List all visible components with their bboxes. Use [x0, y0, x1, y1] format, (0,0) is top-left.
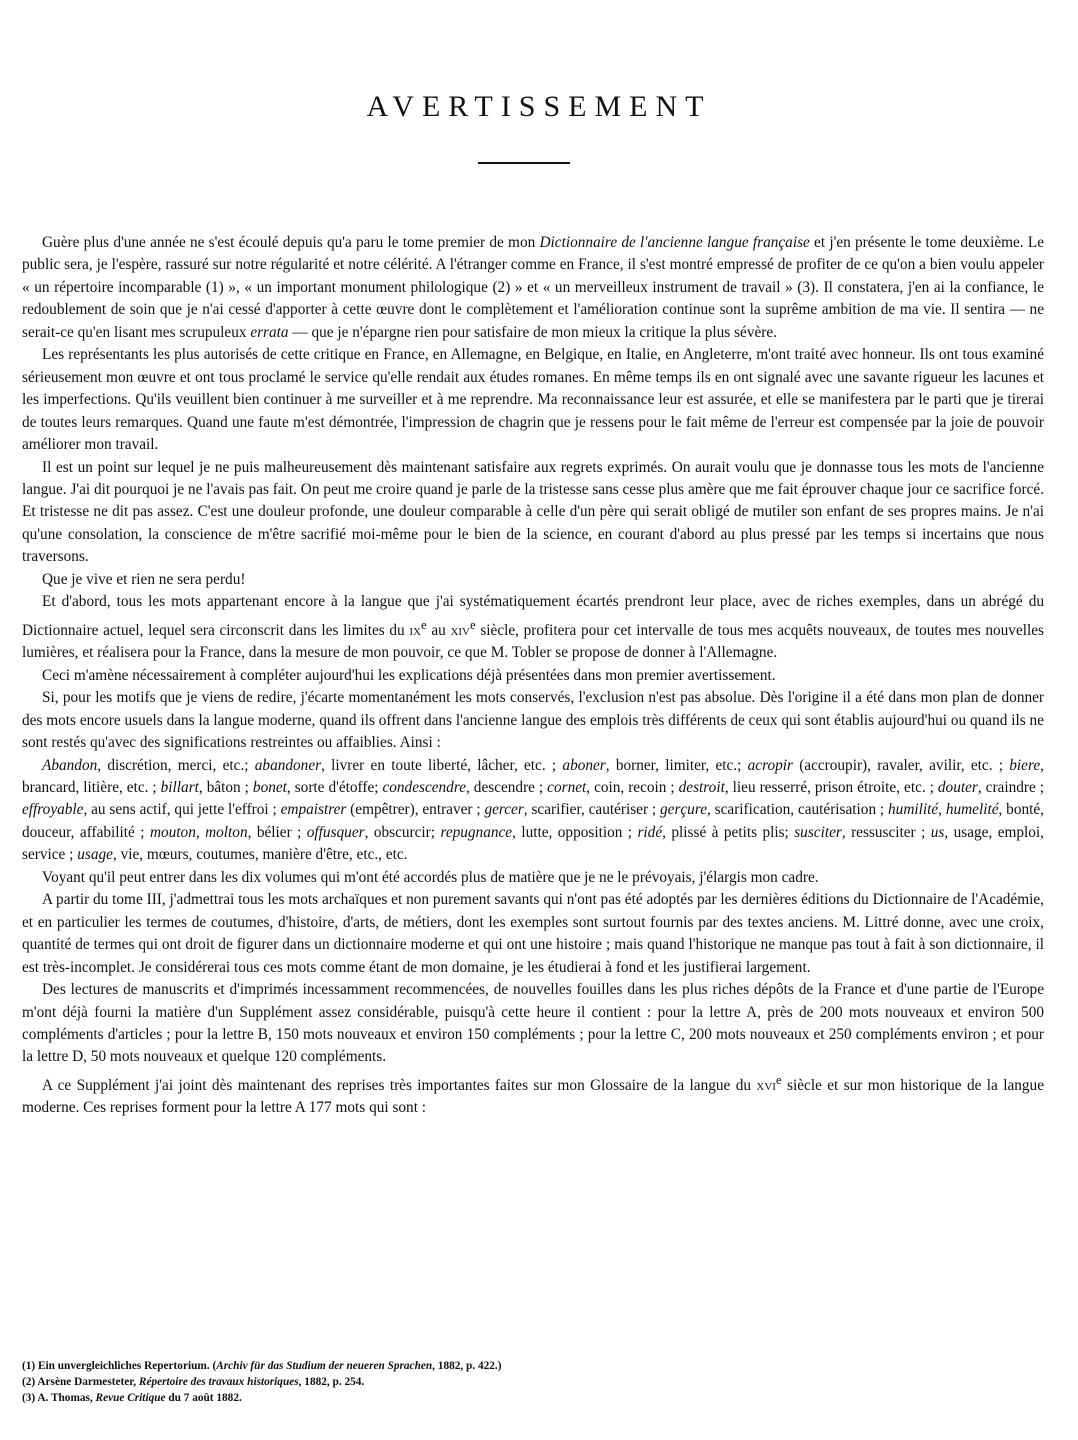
headword: us: [930, 823, 945, 841]
gloss: , bélier ;: [247, 823, 307, 841]
headword: usage: [77, 846, 113, 864]
century-numeral: ix: [409, 621, 421, 639]
headword: empaistrer: [280, 801, 347, 819]
superscript: e: [470, 617, 476, 632]
paragraph-9: Voyant qu'il peut entrer dans les dix volumes qui m'ont été accordés plus de matière que je ne le prévoyais, j'élargis mon cadre.: [42, 868, 819, 886]
gloss: , lieu resserré, prison étroite, etc. ;: [724, 778, 938, 796]
footnote-2: [22, 1374, 1022, 1390]
text-run: siècle, profitera pour cet intervalle de tous mes acquêts nouveaux, de toutes mes nouvelles lumières, et réalisera pour la France, dans la mesure de mon pouvoir, ce que M. Tobler se propose de donner à l'Allemagne.: [22, 621, 1044, 662]
headword: Abandon: [42, 756, 98, 774]
superscript: e: [420, 617, 427, 632]
text-run: Guère plus d'une année ne s'est écoulé depuis qu'a paru le tome premier de mon: [42, 234, 540, 251]
paragraph-2: Les représentants les plus autorisés de cette critique en France, en Allemagne, en Belgique, en Italie, en Angleterre, m'ont traité avec honneur. Ils ont tous examiné sérieusement mon œuvre et ont tous proclamé le service qu'elle rendait aux études romanes. En même temps ils en ont signalé avec une savante rigueur les lacunes et les imperfections. Qu'ils veuillent bien continuer à me surveiller et à me reprendre. Ma reconnaissance leur est assurée, et elle se manifestera par le parti que je tirerai de toutes leurs remarques. Quand une faute m'est démontrée, l'impression de chagrin que je ressens pour le fait même de l'erreur est compensée par la joie de pouvoir améliorer mon travail.: [22, 346, 1044, 454]
gloss: , brancard, litière, etc. ;: [22, 756, 1044, 796]
gloss: , ressusciter ;: [841, 823, 931, 841]
gloss: , sorte d'étoffe;: [286, 778, 383, 796]
paragraph-8-word-list: [22, 755, 1044, 867]
text-run: (2) Arsène Darmesteter,: [22, 1376, 139, 1388]
journal-title: Répertoire des travaux historiques: [138, 1376, 299, 1388]
gloss: , plissé à petits plis;: [662, 823, 795, 841]
text-run: siècle et sur mon historique de la langue moderne. Ces reprises forment pour la lettre A 177 mots qui sont :: [22, 1076, 1044, 1117]
paragraph-11: Des lectures de manuscrits et d'imprimés incessamment recommencées, de nouvelles fouilles dans les plus riches dépôts de la France et d'une partie de l'Europe m'ont déjà fourni la matière d'un Supplément assez considérable, puisqu'à cette heure il contient : pour la lettre A, près de 200 mots nouveaux et environ 500 compléments d'articles ; pour la lettre B, 150 mots nouveaux et environ 150 compléments ; pour la lettre C, 200 mots nouveaux et 250 compléments environ ; et pour la lettre D, 50 mots nouveaux et quelque 120 compléments.: [22, 981, 1044, 1066]
paragraph-12: [22, 1069, 1044, 1120]
headword: acropir: [747, 756, 793, 774]
headword: ridé: [637, 823, 663, 841]
text-run: et j'en présente le tome deuxième. Le public sera, je l'espère, rassuré sur notre régularité et notre célérité. A l'étranger comme en France, il s'est montré empressé de profiter de ce qu'on a bien voulu appeler « un répertoire incomparable (1) », « un important monument philologique (2) » et « un merveilleux instrument de travail » (3). Il constatera, j'en ai la confiance, le redoublement de soin que je n'ai cessé d'apporter à cette œuvre dont le complètement et l'amélioration continue sont la suprême ambition de ma vie. Il sentira — ne serait-ce qu'en lisant mes scrupuleux: [22, 234, 1044, 341]
gloss: , livrer en toute liberté, lâcher, etc. ;: [321, 756, 563, 774]
journal-title: Archiv für das Studium der neueren Sprachen: [216, 1360, 433, 1372]
headword: effroyable: [22, 801, 84, 819]
text-run: A ce Supplément j'ai joint dès maintenant des reprises très importantes faites sur mon Glossaire de la langue du: [42, 1076, 757, 1094]
headword: offusquer: [306, 823, 365, 841]
headword: douter: [937, 778, 978, 796]
headword: mouton, molton: [149, 823, 248, 841]
paragraph-5: [22, 591, 1044, 664]
text-run: au: [426, 621, 451, 639]
footnote-3: [22, 1390, 1022, 1406]
headword: bonet: [252, 778, 287, 796]
gloss: , obscurcir;: [364, 823, 441, 841]
headword: billart: [160, 778, 199, 796]
title-rule: [478, 162, 570, 164]
body-text: [22, 232, 1044, 1120]
text-run: du 7 août 1882.: [165, 1392, 242, 1404]
text-run: (3) A. Thomas,: [22, 1392, 96, 1404]
paragraph-7: Si, pour les motifs que je viens de redire, j'écarte momentanément les mots conservés, l'exclusion n'est pas absolue. Dès l'origine il a été dans mon plan de donner des mots encore usuels dans la langue moderne, quand ils offrent dans l'ancienne langue des emplois très différents de ceux qui sont établis aujourd'hui ou quand ils ne sont restés qu'avec des significations restreintes ou affaiblies. Ainsi :: [22, 689, 1044, 752]
text-run: (1) Ein unvergleichliches Repertorium. (: [22, 1360, 217, 1372]
gloss: , scarification, cautérisation ;: [707, 801, 889, 819]
paragraph-4: Que je vive et rien ne sera perdu!: [42, 570, 246, 588]
gloss: (empêtrer), entraver ;: [346, 801, 485, 819]
paragraph-1: [22, 232, 1044, 344]
headword: abandoner: [254, 756, 322, 774]
page-title: AVERTISSEMENT: [366, 90, 712, 124]
gloss: , craindre ;: [977, 778, 1044, 796]
gloss: , bonté, douceur, affabilité ;: [22, 801, 1044, 841]
headword: gerçure: [660, 801, 708, 819]
headword: condescendre: [382, 778, 466, 796]
gloss: , borner, limiter, etc.;: [605, 756, 748, 774]
book-title: Dictionnaire de l'ancienne langue française: [539, 234, 810, 251]
gloss: , bâton ;: [198, 778, 253, 796]
footnote-1: [22, 1358, 1022, 1374]
gloss: , usage, emploi, service ;: [22, 823, 1045, 864]
headword: gercer: [484, 801, 524, 819]
text-run: , 1882, p. 422.): [432, 1360, 502, 1372]
journal-title: Revue Critique: [95, 1392, 166, 1404]
gloss: , vie, mœurs, coutumes, manière d'être, etc., etc.: [112, 846, 408, 864]
headword: destroit: [678, 778, 725, 796]
paragraph-3: Il est un point sur lequel je ne puis malheureusement dès maintenant satisfaire aux regrets exprimés. On aurait voulu que je donnasse tous les mots de l'ancienne langue. J'ai dit pourquoi je ne l'avais pas fait. On peut me croire quand je parle de la tristesse sans cesse plus amère que me fait éprouver chaque jour ce sacrifice forcé. Et tristesse ne dit pas assez. C'est une douleur profonde, une douleur comparable à celle d'un père qui serait obligé de mutiler son enfant de ses propres mains. Je n'ai qu'une consolation, la conscience de m'être sacrifié moi-même pour le bien de la science, en courant d'abord au plus pressé par les temps si incertains que nous traversons.: [22, 458, 1044, 566]
gloss: , lutte, opposition ;: [512, 823, 638, 841]
gloss: , discrétion, merci, etc.;: [97, 756, 255, 774]
superscript: e: [775, 1072, 782, 1087]
gloss: , scarifier, cautériser ;: [523, 801, 660, 819]
gloss: , au sens actif, qui jette l'effroi ;: [83, 801, 281, 819]
headword: biere: [1009, 756, 1041, 774]
gloss: , descendre ;: [466, 778, 548, 796]
text-run: Et d'abord, tous les mots appartenant encore à la langue que j'ai systématiquement écartés prendront leur place, avec de riches exemples, dans un abrégé du Dictionnaire actuel, lequel sera circonscrit dans les limites du: [22, 593, 1044, 639]
text-run: , 1882, p. 254.: [298, 1376, 365, 1388]
gloss: , coin, recoin ;: [586, 778, 679, 796]
headword: humilité, humelité: [888, 801, 999, 819]
headword: aboner: [562, 756, 606, 774]
text-run: — que je n'épargne rien pour satisfaire de mon mieux la critique la plus sévère.: [288, 323, 777, 341]
headword: susciter: [794, 823, 842, 841]
century-numeral: xvi: [756, 1076, 776, 1094]
headword: repugnance: [440, 823, 513, 841]
footnotes: [22, 1358, 1022, 1406]
gloss: (accroupir), ravaler, avilir, etc. ;: [792, 756, 1010, 774]
century-numeral: xiv: [450, 621, 470, 639]
italic-word: errata: [250, 323, 289, 341]
paragraph-10: A partir du tome III, j'admettrai tous les mots archaïques et non purement savants qui n'ont pas été adoptés par les dernières éditions du Dictionnaire de l'Académie, et en particulier les termes de coutumes, d'histoire, d'arts, de métiers, dont les exemples sont surtout fournis par des textes anciens. M. Littré donne, avec une croix, quantité de termes qui ont droit de figurer dans un dictionnaire moderne et qui ont une histoire ; mais quand l'historique ne manque pas tout à fait à son dictionnaire, il est très-incomplet. Je considérerai tous ces mots comme étant de mon domaine, je les étudierai à fond et les justifierai largement.: [22, 891, 1044, 976]
paragraph-6: Ceci m'amène nécessairement à compléter aujourd'hui les explications déjà présentées dans mon premier avertissement.: [42, 666, 776, 684]
headword: cornet: [547, 778, 587, 796]
